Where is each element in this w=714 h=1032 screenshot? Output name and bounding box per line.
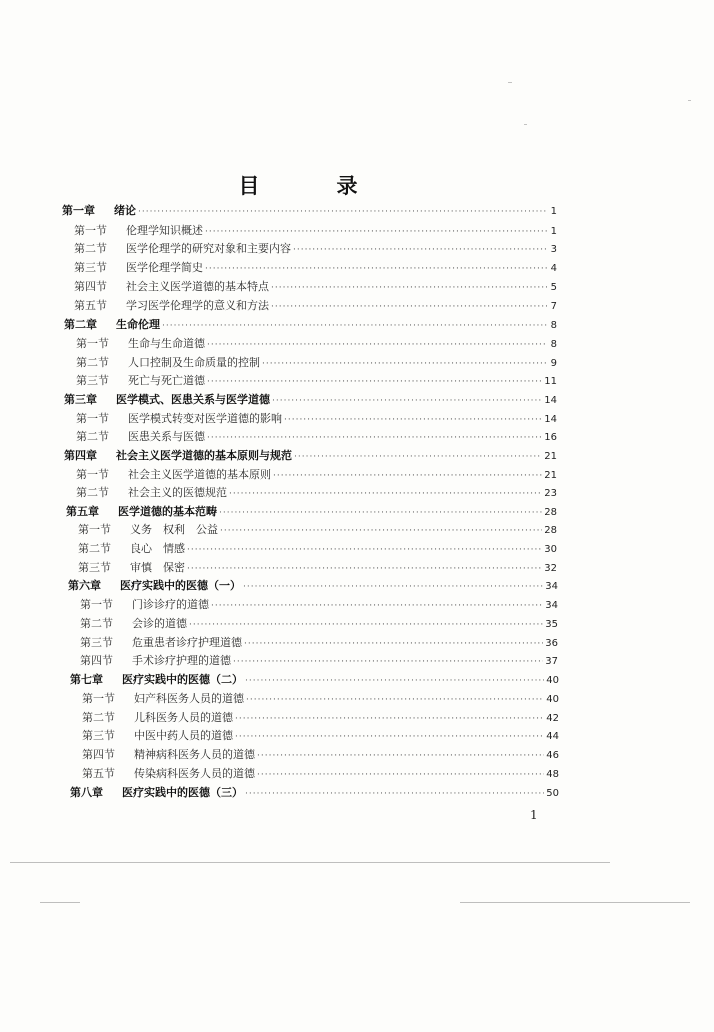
toc-number: 第三章 [64, 393, 97, 406]
toc-page-number: 23 [544, 488, 557, 499]
toc-leader-dots [207, 429, 542, 447]
toc-title: 绪论 [114, 204, 136, 217]
toc-title: 生命与生命道德 [128, 337, 205, 350]
toc-section [80, 652, 558, 670]
toc-chapter-1 [62, 202, 557, 220]
toc-leader-dots [294, 448, 542, 466]
toc-section [78, 521, 557, 539]
toc-chapter-3 [64, 391, 557, 409]
scan-speck [524, 124, 527, 125]
toc-leader-dots [257, 766, 544, 784]
toc-number: 第二节 [80, 617, 113, 630]
toc-number: 第二节 [74, 242, 107, 255]
toc-section [82, 746, 559, 764]
toc-title: 死亡与死亡道德 [128, 374, 205, 387]
toc-chapter-8 [70, 784, 559, 802]
toc-number: 第二章 [64, 318, 97, 331]
toc-number: 第二节 [78, 542, 111, 555]
toc-leader-dots [205, 260, 547, 278]
toc-page-number: 3 [550, 244, 557, 255]
toc-leader-dots [162, 317, 547, 335]
toc-chapter-4 [64, 447, 557, 465]
toc-title: 人口控制及生命质量的控制 [128, 356, 260, 369]
page-title: 目 录 [238, 174, 386, 198]
toc-leader-dots [271, 298, 547, 316]
scan-speck [508, 82, 512, 83]
toc-page-number: 50 [546, 788, 559, 799]
toc-leader-dots [187, 541, 542, 559]
scan-speck [688, 100, 691, 101]
toc-leader-dots [233, 653, 543, 671]
toc-page-number: 21 [544, 451, 557, 462]
toc-title: 儿科医务人员的道德 [134, 711, 233, 724]
toc-page-number: 48 [546, 769, 559, 780]
toc-leader-dots [272, 392, 542, 410]
toc-leader-dots [293, 241, 547, 259]
toc-page-number: 1 [550, 206, 557, 217]
toc-number: 第二节 [76, 430, 109, 443]
toc-page-number: 40 [546, 694, 559, 705]
toc-leader-dots [189, 616, 543, 634]
toc-title: 医学道德的基本范畴 [118, 505, 217, 518]
toc-number: 第一节 [78, 523, 111, 536]
toc-page-number: 11 [544, 376, 557, 387]
toc-page-number: 8 [550, 320, 557, 331]
toc-page-number: 9 [550, 358, 557, 369]
toc-title: 生命伦理 [116, 318, 160, 331]
toc-number: 第三节 [76, 374, 109, 387]
toc-section [78, 559, 557, 577]
toc-section [76, 466, 557, 484]
toc-title: 社会主义的医德规范 [128, 486, 227, 499]
toc-title: 医疗实践中的医德（二） [122, 673, 243, 686]
toc-section [82, 690, 559, 708]
toc-number: 第六章 [68, 579, 101, 592]
toc-page-number: 16 [544, 432, 557, 443]
toc-leader-dots [243, 578, 543, 596]
toc-section [78, 540, 557, 558]
toc-section [76, 335, 557, 353]
toc-title: 学习医学伦理学的意义和方法 [126, 299, 269, 312]
toc-page-number: 32 [544, 563, 557, 574]
toc-leader-dots [262, 355, 547, 373]
toc-page-number: 21 [544, 470, 557, 481]
toc-section [80, 634, 558, 652]
toc-page-number: 34 [545, 600, 558, 611]
toc-section [76, 484, 557, 502]
toc-leader-dots [244, 635, 543, 653]
toc-chapter-2 [64, 316, 557, 334]
toc-chapter-6 [68, 577, 558, 595]
scan-rule [40, 902, 80, 903]
toc-title: 医学伦理学简史 [126, 261, 203, 274]
toc-title: 医学伦理学的研究对象和主要内容 [126, 242, 291, 255]
toc-number: 第一节 [76, 337, 109, 350]
toc-section [74, 278, 557, 296]
toc-section [82, 765, 559, 783]
toc-number: 第一节 [76, 468, 109, 481]
toc-page-number: 36 [545, 638, 558, 649]
toc-number: 第三节 [74, 261, 107, 274]
toc-page-number: 40 [546, 675, 559, 686]
toc-title: 社会主义医学道德的基本原则 [128, 468, 271, 481]
toc-leader-dots [246, 691, 544, 709]
toc-title: 医疗实践中的医德（一） [120, 579, 241, 592]
toc-title: 中医中药人员的道德 [134, 729, 233, 742]
toc-page-number: 35 [545, 619, 558, 630]
scan-rule [460, 902, 690, 903]
toc-title: 会诊的道德 [132, 617, 187, 630]
toc-section [74, 240, 557, 258]
toc-number: 第四节 [82, 748, 115, 761]
toc-number: 第一节 [80, 598, 113, 611]
toc-page-number: 7 [550, 301, 557, 312]
toc-leader-dots [284, 411, 542, 429]
toc-leader-dots [245, 785, 544, 803]
toc-section [76, 428, 557, 446]
scan-rule [10, 862, 610, 863]
toc-leader-dots [207, 336, 547, 354]
toc-chapter-7 [70, 671, 559, 689]
toc-title: 医疗实践中的医德（三） [122, 786, 243, 799]
toc-section [80, 596, 558, 614]
toc-title: 社会主义医学道德的基本特点 [126, 280, 269, 293]
toc-title: 医患关系与医德 [128, 430, 205, 443]
toc-page-number: 1 [550, 226, 557, 237]
toc-leader-dots [207, 373, 542, 391]
toc-section [74, 222, 557, 240]
toc-leader-dots [187, 560, 542, 578]
toc-page-number: 5 [550, 282, 557, 293]
toc-number: 第五节 [82, 767, 115, 780]
toc-leader-dots [235, 728, 544, 746]
toc-title: 危重患者诊疗护理道德 [132, 636, 242, 649]
toc-title: 手术诊疗护理的道德 [132, 654, 231, 667]
toc-number: 第一节 [76, 412, 109, 425]
toc-leader-dots [257, 747, 544, 765]
toc-title: 义务 权利 公益 [130, 523, 218, 536]
toc-title: 审慎 保密 [130, 561, 185, 574]
toc-title: 社会主义医学道德的基本原则与规范 [116, 449, 292, 462]
toc-leader-dots [229, 485, 542, 503]
toc-section [82, 727, 559, 745]
toc-leader-dots [271, 279, 547, 297]
toc-title: 传染病科医务人员的道德 [134, 767, 255, 780]
toc-section [76, 354, 557, 372]
toc-number: 第二节 [76, 486, 109, 499]
toc-page-number: 14 [544, 414, 557, 425]
toc-title: 门诊诊疗的道德 [132, 598, 209, 611]
toc-number: 第八章 [70, 786, 103, 799]
toc-number: 第三节 [78, 561, 111, 574]
toc-number: 第三节 [80, 636, 113, 649]
toc-page-number: 42 [546, 713, 559, 724]
toc-section [80, 615, 558, 633]
toc-number: 第四章 [64, 449, 97, 462]
toc-leader-dots [235, 710, 544, 728]
toc-section [74, 259, 557, 277]
toc-page-number: 28 [544, 525, 557, 536]
toc-section [76, 372, 557, 390]
toc-page-number: 46 [546, 750, 559, 761]
toc-leader-dots [245, 672, 544, 690]
toc-page-number: 37 [545, 656, 558, 667]
toc-title: 良心 情感 [130, 542, 185, 555]
toc-page-number: 28 [544, 507, 557, 518]
toc-number: 第二节 [82, 711, 115, 724]
toc-title: 妇产科医务人员的道德 [134, 692, 244, 705]
toc-title: 伦理学知识概述 [126, 224, 203, 237]
toc-number: 第七章 [70, 673, 103, 686]
toc-chapter-5 [66, 503, 557, 521]
toc-leader-dots [220, 522, 542, 540]
toc-leader-dots [205, 223, 547, 241]
toc-number: 第三节 [82, 729, 115, 742]
toc-leader-dots [211, 597, 543, 615]
toc-number: 第二节 [76, 356, 109, 369]
toc-number: 第一节 [74, 224, 107, 237]
toc-page-number: 34 [545, 581, 558, 592]
toc-number: 第五节 [74, 299, 107, 312]
toc-leader-dots [273, 467, 542, 485]
toc-number: 第一节 [82, 692, 115, 705]
toc-leader-dots [219, 504, 542, 522]
toc-page-number: 14 [544, 395, 557, 406]
toc-page-number: 44 [546, 731, 559, 742]
toc-number: 第五章 [66, 505, 99, 518]
toc-leader-dots [138, 203, 547, 221]
toc-page-number: 4 [550, 263, 557, 274]
toc-page-number: 30 [544, 544, 557, 555]
toc-title: 医学模式、医患关系与医学道德 [116, 393, 270, 406]
toc-number: 第一章 [62, 204, 95, 217]
page-number: 1 [530, 808, 538, 822]
toc-title: 医学模式转变对医学道德的影响 [128, 412, 282, 425]
toc-section [76, 410, 557, 428]
toc-title: 精神病科医务人员的道德 [134, 748, 255, 761]
toc-section [74, 297, 557, 315]
toc-number: 第四节 [80, 654, 113, 667]
toc-page-number: 8 [550, 339, 557, 350]
toc-section [82, 709, 559, 727]
toc-number: 第四节 [74, 280, 107, 293]
